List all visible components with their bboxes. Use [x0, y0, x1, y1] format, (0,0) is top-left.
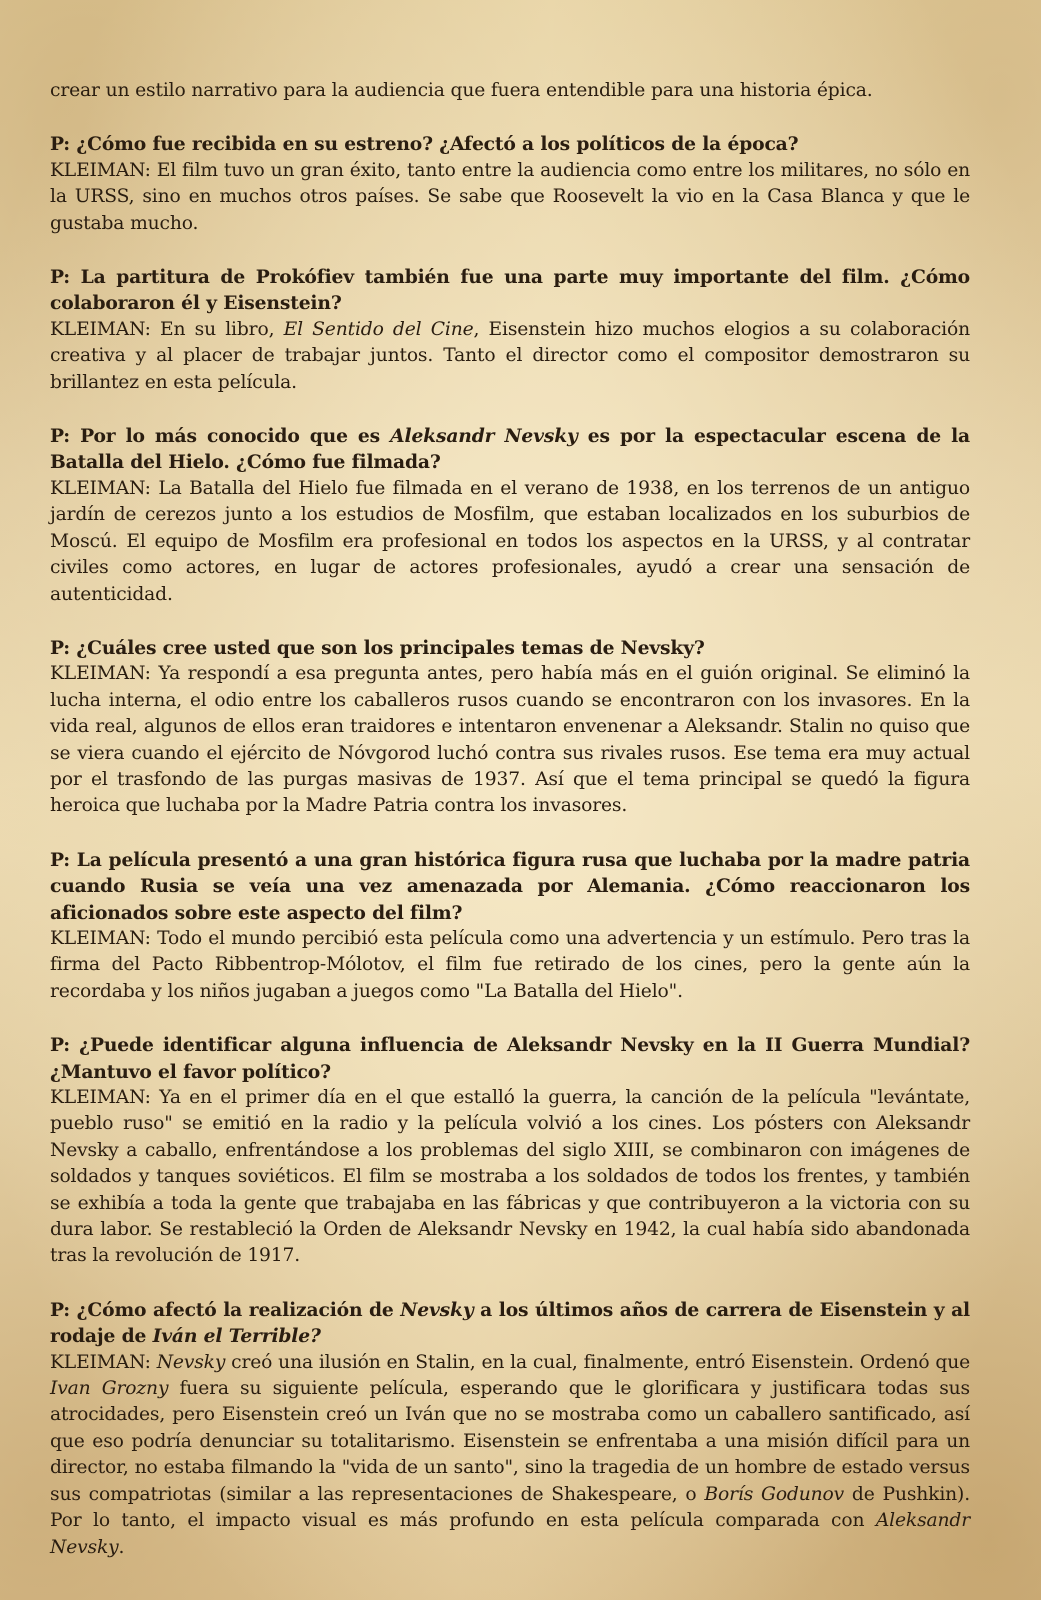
qa-list: [50, 131, 970, 1561]
qa-block: [50, 131, 970, 237]
qa-block: [50, 635, 970, 820]
question-run: P: ¿Puede identificar alguna influencia de Aleksandr Nevsky en la II Guerra Mundial? ¿Mantuvo el favor político?: [50, 1034, 970, 1083]
answer-run: .: [118, 1536, 125, 1558]
answer-run: KLEIMAN:: [50, 1351, 157, 1373]
answer-run: fuera su siguiente película, esperando que le glorificara y justificara todas sus atrocidades, pero Eisenstein creó un Iván que no se mostraba como un caballero santificado, así que eso podría denunciar su totalitarismo. Eisenstein se enfrentaba a una misión difícil para un director, no estaba filmando la "vida de un santo", sino la tragedia de un hombre de estado versus sus compatriotas (similar a las representaciones de Shakespeare, o: [50, 1378, 970, 1505]
question-text: [50, 1032, 970, 1085]
answer-run: KLEIMAN: En su libro,: [50, 318, 284, 340]
qa-block: [50, 1032, 970, 1270]
answer-text: [50, 476, 970, 608]
question-italic-run: Aleksandr Nevsky: [390, 425, 578, 448]
intro-block: [50, 78, 970, 104]
question-run: es por la espectacular escena de la Batalla del Hielo. ¿Cómo fue filmada?: [50, 425, 971, 474]
answer-text: [50, 1085, 970, 1270]
answer-text: [50, 661, 970, 819]
answer-run: KLEIMAN: Ya respondí a esa pregunta antes, pero había más en el guión original. Se eliminó la lucha interna, el odio entre los caballeros rusos cuando se encontraron con los invasores. En la vida real, algunos de ellos eran traidores e intentaron envenenar a Aleksandr. Stalin no quiso que se viera cuando el ejército de Nóvgorod luchó contra sus rivales rusos. Ese tema era muy actual por el trasfondo de las purgas masivas de 1937. Así que el tema principal se quedó la figura heroica que luchaba por la Madre Patria contra los invasores.: [50, 663, 970, 817]
answer-text: [50, 158, 970, 237]
answer-italic-run: Borís Godunov: [704, 1483, 845, 1505]
question-run: a los últimos años de carrera de Eisenstein y al rodaje de: [50, 1298, 971, 1348]
qa-block: [50, 423, 970, 608]
question-text: [50, 635, 970, 661]
answer-text: [50, 1350, 970, 1561]
question-run: P: ¿Cómo fue recibida en su estreno? ¿Afectó a los políticos de la época?: [50, 133, 799, 156]
qa-block: [50, 847, 970, 1005]
question-run: P: ¿Cuáles cree usted que son los principales temas de Nevsky?: [50, 636, 705, 659]
interview-page: [50, 78, 970, 1588]
qa-block: [50, 264, 970, 396]
question-italic-run: Nevsky: [400, 1298, 474, 1321]
question-text: [50, 1297, 970, 1350]
answer-italic-run: Nevsky: [156, 1351, 226, 1373]
answer-run: KLEIMAN: El film tuvo un gran éxito, tanto entre la audiencia como entre los militares, no sólo en la URSS, sino en muchos otros países. Se sabe que Roosevelt la vio en la Casa Blanca y que le gustaba mucho.: [50, 159, 970, 234]
answer-run: KLEIMAN: Ya en el primer día en el que estalló la guerra, la canción de la película "levántate, pueblo ruso" se emitió en la radio y la película volvió a los cines. Los pósters con Aleksandr Nevsky a caballo, enfrentándose a los problemas del siglo XIII, se combinaron con imágenes de soldados y tanques soviéticos. El film se mostraba a los soldados de todos los frentes, y también se exhibía a toda la gente que trabajaba en las fábricas y que contribuyeron a la victoria con su dura labor. Se restableció la Orden de Aleksandr Nevsky en 1942, la cual había sido abandonada tras la revolución de 1917.: [50, 1087, 970, 1267]
answer-italic-run: Ivan Grozny: [50, 1378, 169, 1400]
answer-italic-run: Aleksandr Nevsky: [50, 1510, 970, 1558]
question-run: P: Por lo más conocido que es: [50, 425, 391, 448]
question-run: P: La partitura de Prokófiev también fue una parte muy importante del film. ¿Cómo colaboraron él y Eisenstein?: [50, 266, 970, 315]
answer-run: de Pushkin). Por lo tanto, el impacto visual es más profundo en esta película comparada con: [50, 1483, 970, 1532]
answer-run: KLEIMAN: Todo el mundo percibió esta película como una advertencia y un estímulo. Pero tras la firma del Pacto Ribbentrop-Mólotov, el film fue retirado de los cines, pero la gente aún la recordaba y los niños jugaban a juegos como "La Batalla del Hielo".: [50, 927, 970, 1002]
question-text: [50, 423, 970, 476]
answer-run: creó una ilusión en Stalin, en la cual, finalmente, entró Eisenstein. Ordenó que: [225, 1351, 970, 1373]
answer-italic-run: El Sentido del Cine: [283, 318, 474, 340]
question-run: P: ¿Cómo afectó la realización de: [50, 1298, 401, 1321]
answer-run: KLEIMAN: La Batalla del Hielo fue filmada en el verano de 1938, en los terrenos de un antiguo jardín de cerezos junto a los estudios de Mosfilm, que estaban localizados en los suburbios de Moscú. El equipo de Mosfilm era profesional en todos los aspectos en la URSS, y al contratar civiles como actores, en lugar de actores profesionales, ayudó a crear una sensación de autenticidad.: [50, 477, 970, 605]
answer-text: [50, 926, 970, 1005]
answer-text: [50, 317, 970, 396]
question-text: [50, 847, 970, 926]
question-text: [50, 131, 970, 157]
answer-run: , Eisenstein hizo muchos elogios a su colaboración creativa y al placer de trabajar juntos. Tanto el director como el compositor demostraron su brillantez en esta película.: [50, 318, 970, 393]
question-text: [50, 264, 970, 317]
qa-block: [50, 1297, 970, 1561]
question-run: P: La película presentó a una gran histórica figura rusa que luchaba por la madre patria cuando Rusia se veía una vez amenazada por Alemania. ¿Cómo reaccionaron los aficionados sobre este aspecto del film?: [50, 848, 970, 924]
intro-paragraph: crear un estilo narrativo para la audiencia que fuera entendible para una historia épica.: [50, 80, 873, 101]
question-italic-run: Iván el Terrible?: [152, 1325, 321, 1348]
